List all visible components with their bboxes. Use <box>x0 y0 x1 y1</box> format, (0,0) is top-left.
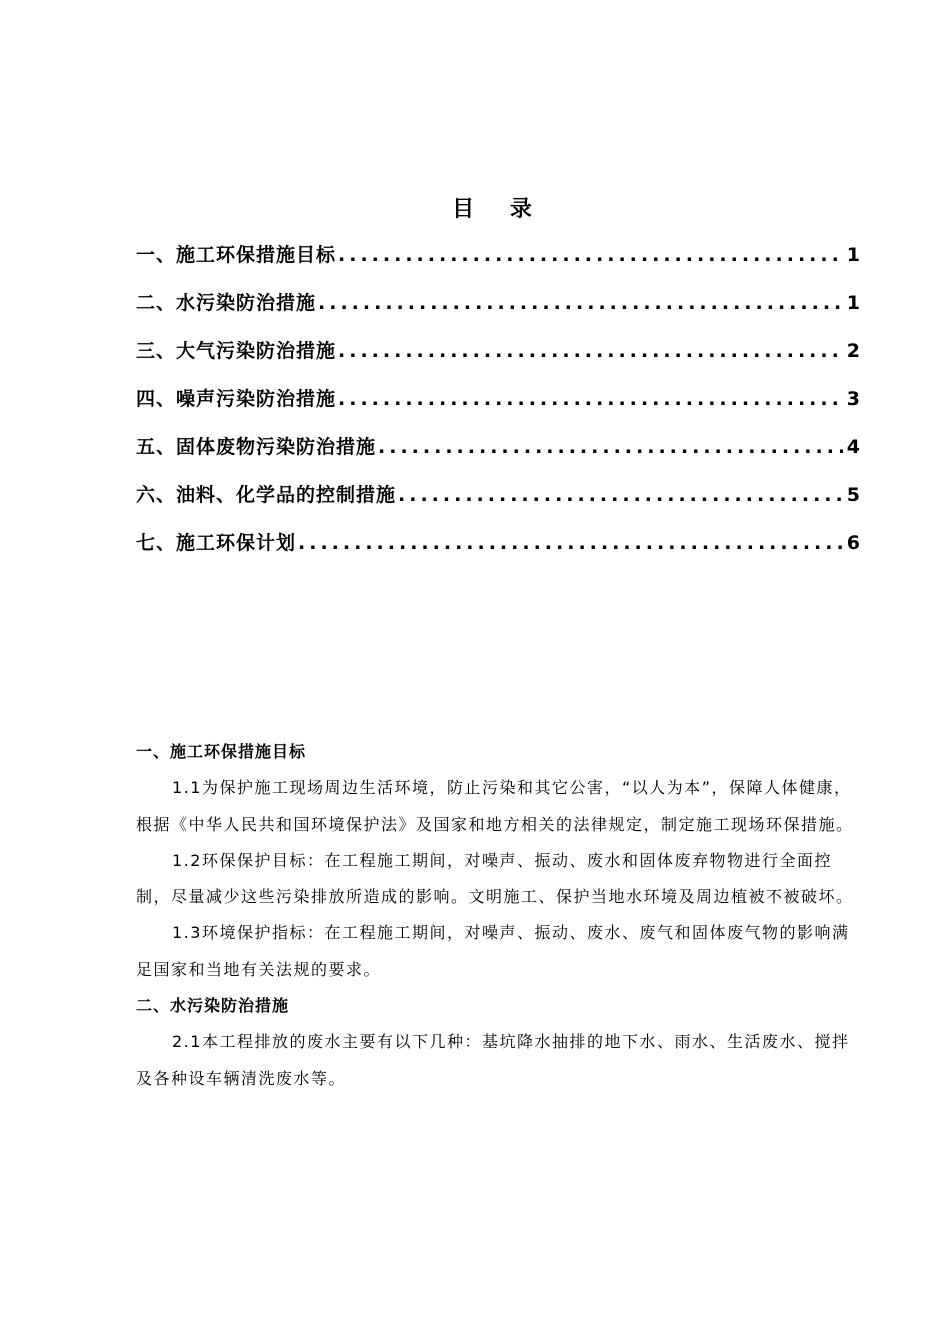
toc-entry[interactable] <box>136 528 860 576</box>
toc-entry[interactable] <box>136 336 860 384</box>
toc-leader-dots <box>318 292 843 314</box>
toc-leader-dots <box>338 388 843 410</box>
toc-entry-label: 三、大气污染防治措施 <box>136 340 337 362</box>
toc-entry-page: 5 <box>846 484 860 506</box>
toc-entry-page: 4 <box>846 436 860 458</box>
toc-entry-page: 1 <box>846 292 860 314</box>
toc-entry-page: 1 <box>846 244 860 266</box>
toc-entry[interactable] <box>136 480 860 528</box>
paragraph: 2.1本工程排放的废水主要有以下几种：基坑降水抽排的地下水、雨水、生活废水、搅拌及各种设车辆清洗废水等。 <box>136 1032 850 1088</box>
toc-entry-label: 二、水污染防治措施 <box>136 292 317 314</box>
toc-leader-dots <box>298 532 843 554</box>
toc-entry-page: 2 <box>846 340 860 362</box>
paragraph: 1.1为保护施工现场周边生活环境，防止污染和其它公害，“以人为本”，保障人体健康，根据《中华人民共和国环境保护法》及国家和地方相关的法律规定，制定施工现场环保措施。 <box>136 778 854 834</box>
section-heading: 一、施工环保措施目标 <box>136 742 307 761</box>
toc-entry[interactable] <box>136 240 860 288</box>
toc-entry-label: 一、施工环保措施目标 <box>136 244 337 266</box>
toc-entry-page: 6 <box>846 532 860 554</box>
paragraph: 1.3环境保护指标：在工程施工期间，对噪声、振动、废水、废气和固体废气物的影响满足国家和当地有关法规的要求。 <box>136 923 850 979</box>
section-paragraphs <box>136 1024 866 1097</box>
paragraph: 1.2环保保护目标：在工程施工期间，对噪声、振动、废水和固体废弃物物进行全面控制，尽量减少这些污染排放所造成的影响。文明施工、保护当地水环境及周边植被不被破坏。 <box>136 850 854 907</box>
table-of-contents <box>136 240 860 576</box>
toc-leader-dots <box>338 340 843 362</box>
document-body <box>136 734 866 1097</box>
toc-entry-label: 四、噪声污染防治措施 <box>136 388 337 410</box>
toc-title: 目 录 <box>452 197 546 222</box>
section-paragraphs <box>136 770 866 988</box>
toc-entry[interactable] <box>136 288 860 336</box>
toc-leader-dots <box>338 244 843 266</box>
toc-entry-label: 七、施工环保计划 <box>136 532 297 554</box>
toc-entry-page: 3 <box>846 388 860 410</box>
toc-leader-dots <box>378 436 843 458</box>
toc-entry[interactable] <box>136 432 860 480</box>
toc-entry-label: 五、固体废物污染防治措施 <box>136 436 377 458</box>
toc-entry-label: 六、油料、化学品的控制措施 <box>136 484 397 506</box>
toc-leader-dots <box>398 484 843 506</box>
toc-entry[interactable] <box>136 384 860 432</box>
section-heading: 二、水污染防治措施 <box>136 996 290 1016</box>
